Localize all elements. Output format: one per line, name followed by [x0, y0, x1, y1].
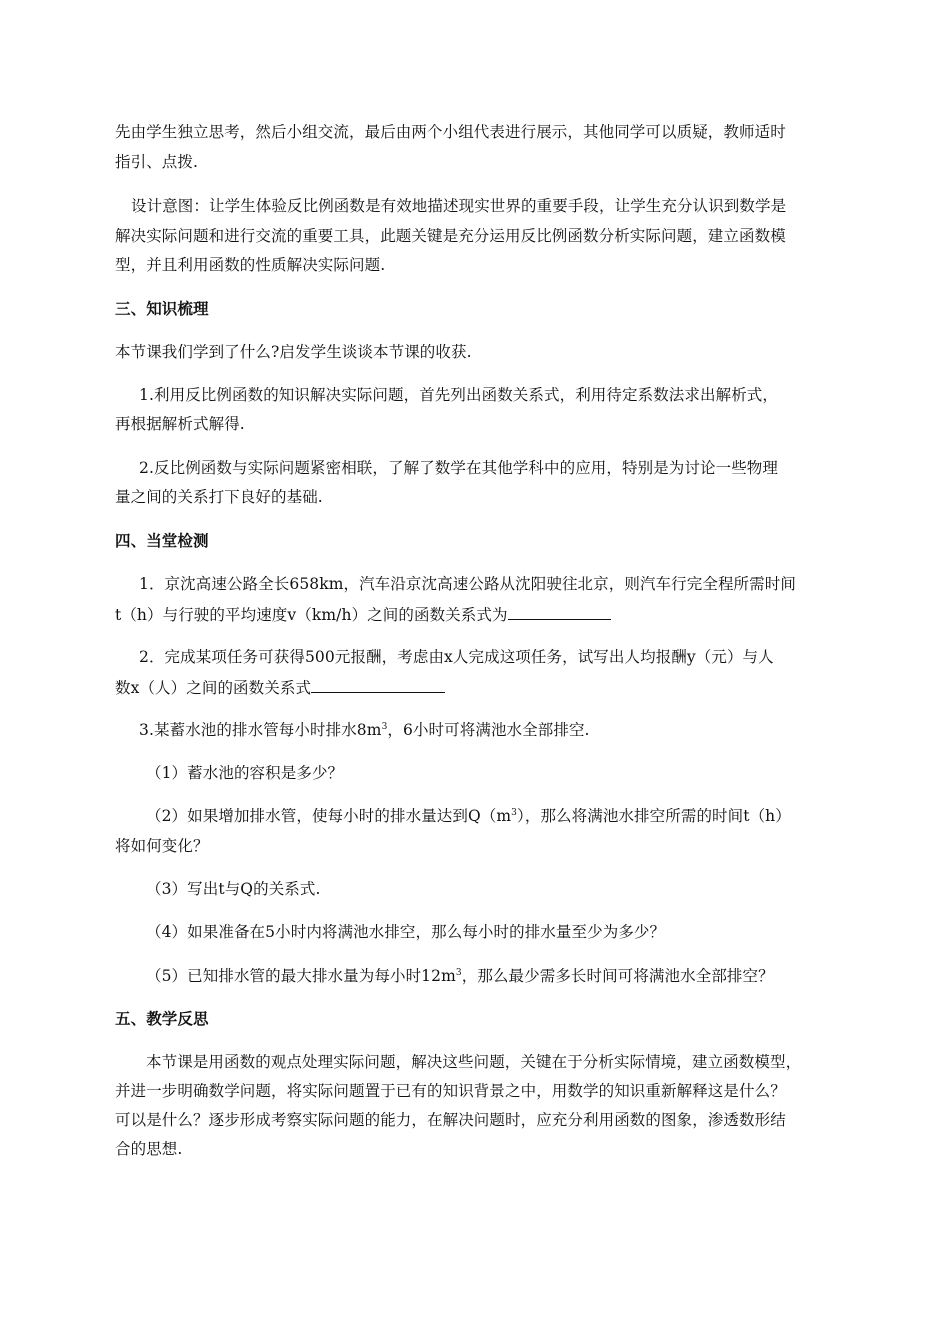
- superscript: 3: [455, 967, 462, 978]
- reflection-line: 可以是什么？逐步形成考察实际问题的能力，在解决问题时，应充分利用函数的图象，渗透数形结: [115, 1111, 786, 1129]
- list-item: 2.反比例函数与实际问题紧密相联，了解了数学在其他学科中的应用，特别是为讨论一些物理: [139, 459, 778, 477]
- reflection-line: 合的思想.: [115, 1140, 183, 1158]
- question-text: 数x（人）之间的函数关系式: [115, 679, 312, 697]
- paragraph-line: 先由学生独立思考，然后小组交流，最后由两个小组代表进行展示，其他同学可以质疑，教师适时: [115, 123, 786, 141]
- sub-question-1: （1）蓄水池的容积是多少？: [146, 764, 344, 782]
- superscript: 3: [381, 721, 388, 732]
- answer-blank: [508, 603, 611, 620]
- list-item: 1.利用反比例函数的知识解决实际问题，首先列出函数关系式，利用待定系数法求出解析式，: [139, 386, 778, 404]
- question-text: ，那么最少需多长时间可将满池水全部排空？: [461, 967, 774, 985]
- sub-question-3: （3）写出t与Q的关系式.: [146, 880, 321, 898]
- sub-question-2-continued: 将如何变化？: [115, 837, 209, 855]
- sub-question-4: （4）如果准备在5小时内将满池水排空，那么每小时的排水量至少为多少？: [146, 923, 666, 941]
- question-text: ），那么将满池水排空所需的时间t（h）: [517, 807, 791, 825]
- question-text: 3.某蓄水池的排水管每小时排水8m: [139, 721, 382, 739]
- list-item-continued: 再根据解析式解得.: [115, 415, 245, 433]
- question-2-continued: [115, 676, 445, 698]
- question-text: （2）如果增加排水管，使每小时的排水量达到Q（m: [146, 807, 512, 825]
- superscript: 3: [511, 807, 517, 818]
- sub-question-2: [146, 806, 791, 826]
- question-text: t（h）与行驶的平均速度v（km/h）之间的函数关系式为: [115, 606, 508, 624]
- question-1-continued: [115, 603, 611, 625]
- reflection-line: 本节课是用函数的观点处理实际问题，解决这些问题，关键在于分析实际情境，建立函数模型，: [146, 1053, 802, 1071]
- section-heading-reflection: 五、教学反思: [115, 1010, 209, 1028]
- design-intent-line: 型，并且利用函数的性质解决实际问题.: [115, 256, 386, 274]
- design-intent-line: 设计意图：让学生体验反比例函数是有效地描述现实世界的重要手段，让学生充分认识到数学是: [131, 197, 787, 215]
- question-1: 1．京沈高速公路全长658km，汽车沿京沈高速公路从沈阳驶往北京，则汽车行完全程所需时间: [139, 575, 796, 593]
- answer-blank: [311, 676, 445, 693]
- paragraph-line: 指引、点拨.: [115, 153, 199, 171]
- design-intent-line: 解决实际问题和进行交流的重要工具，此题关键是充分运用反比例函数分析实际问题，建立函数模: [115, 227, 786, 245]
- question-text: ，6小时可将满池水全部排空.: [387, 721, 590, 739]
- question-3: [139, 720, 590, 740]
- question-2: 2．完成某项任务可获得500元报酬，考虑由x人完成这项任务，试写出人均报酬y（元）与人: [139, 648, 774, 666]
- reflection-line: 并进一步明确数学问题，将实际问题置于已有的知识背景之中，用数学的知识重新解释这是什么？: [115, 1082, 786, 1100]
- list-item-continued: 量之间的关系打下良好的基础.: [115, 488, 323, 506]
- question-text: （5）已知排水管的最大排水量为每小时12m: [146, 967, 456, 985]
- sub-question-5: [146, 966, 774, 986]
- section-heading-test: 四、当堂检测: [115, 532, 209, 550]
- section-heading-knowledge: 三、知识梳理: [115, 300, 209, 318]
- paragraph-line: 本节课我们学到了什么?启发学生谈谈本节课的收获.: [115, 343, 472, 361]
